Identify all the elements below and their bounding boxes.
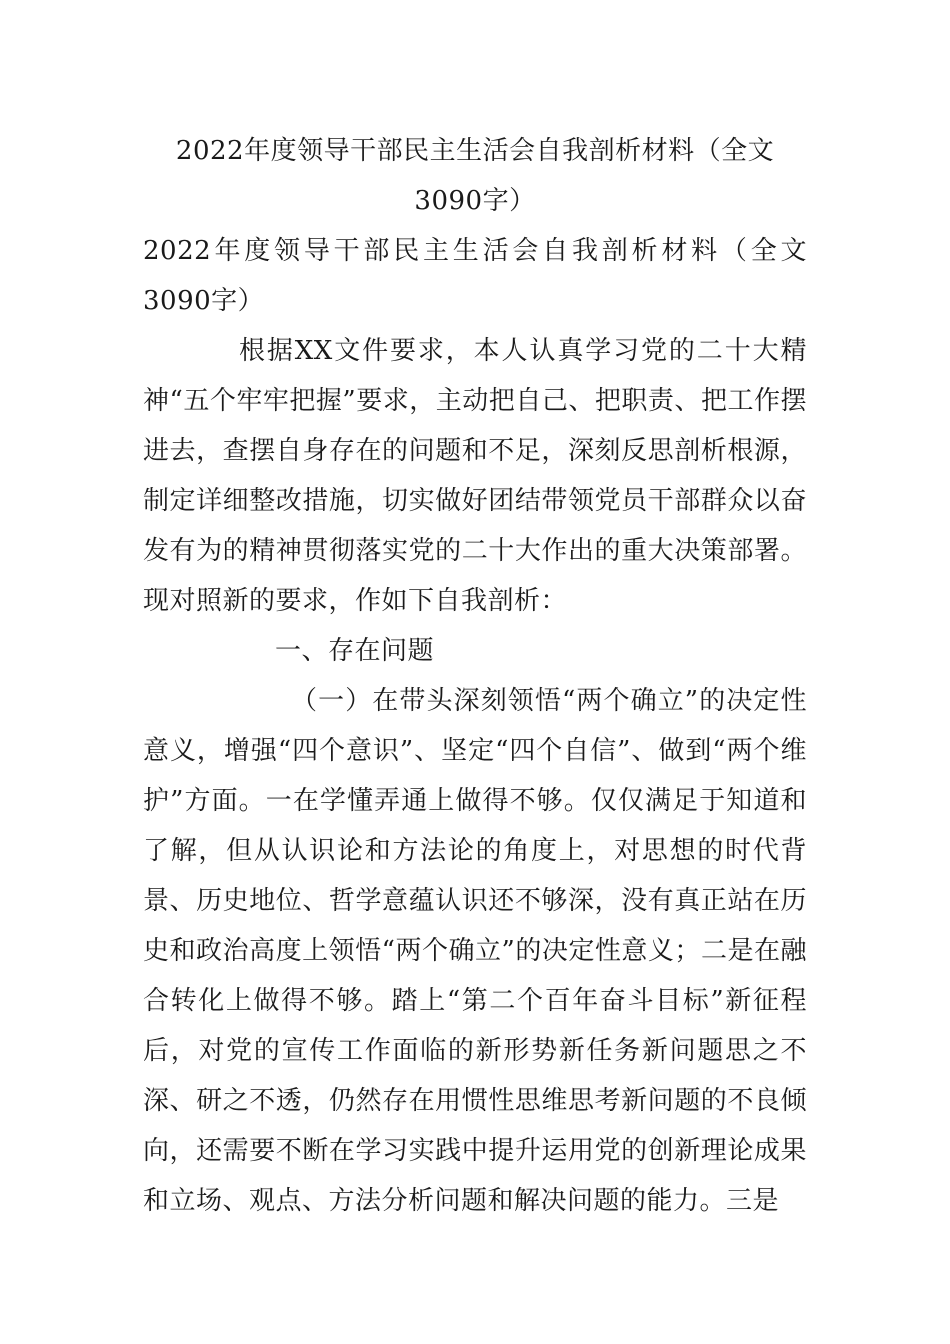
intro-paragraph: 根据XX文件要求，本人认真学习党的二十大精神“五个牢牢把握”要求，主动把自己、把职责、把工作摆进去，查摆自身存在的问题和不足，深刻反思剖析根源，制定详细整改措施，切实做好团结带领党员干部群众以奋发有为的精神贯彻落实党的二十大作出的重大决策部署。现对照新的要求，作如下自我剖析： <box>143 336 807 616</box>
section-heading-problems: 一、存在问题 <box>275 636 435 666</box>
section-paragraph-one: （一）在带头深刻领悟“两个确立”的决定性意义，增强“四个意识”、坚定“四个自信”、做到“两个维护”方面。一在学懂弄通上做得不够。仅仅满足于知道和了解，但从认识论和方法论的角度上，对思想的时代背景、历史地位、哲学意蕴认识还不够深，没有真正站在历史和政治高度上领悟“两个确立”的决定性意义；二是在融合转化上做得不够。踏上“第二个百年奋斗目标”新征程后，对党的宣传工作面临的新形势新任务新问题思之不深、研之不透，仍然存在用惯性思维思考新问题的不良倾向，还需要不断在学习实践中提升运用党的创新理论成果和立场、观点、方法分析问题和解决问题的能力。三是 <box>143 686 807 1216</box>
document-title: 2022年度领导干部民主生活会自我剖析材料（全文3090字） <box>175 136 775 216</box>
document-title-repeat: 2022年度领导干部民主生活会自我剖析材料（全文3090字） <box>143 236 807 316</box>
